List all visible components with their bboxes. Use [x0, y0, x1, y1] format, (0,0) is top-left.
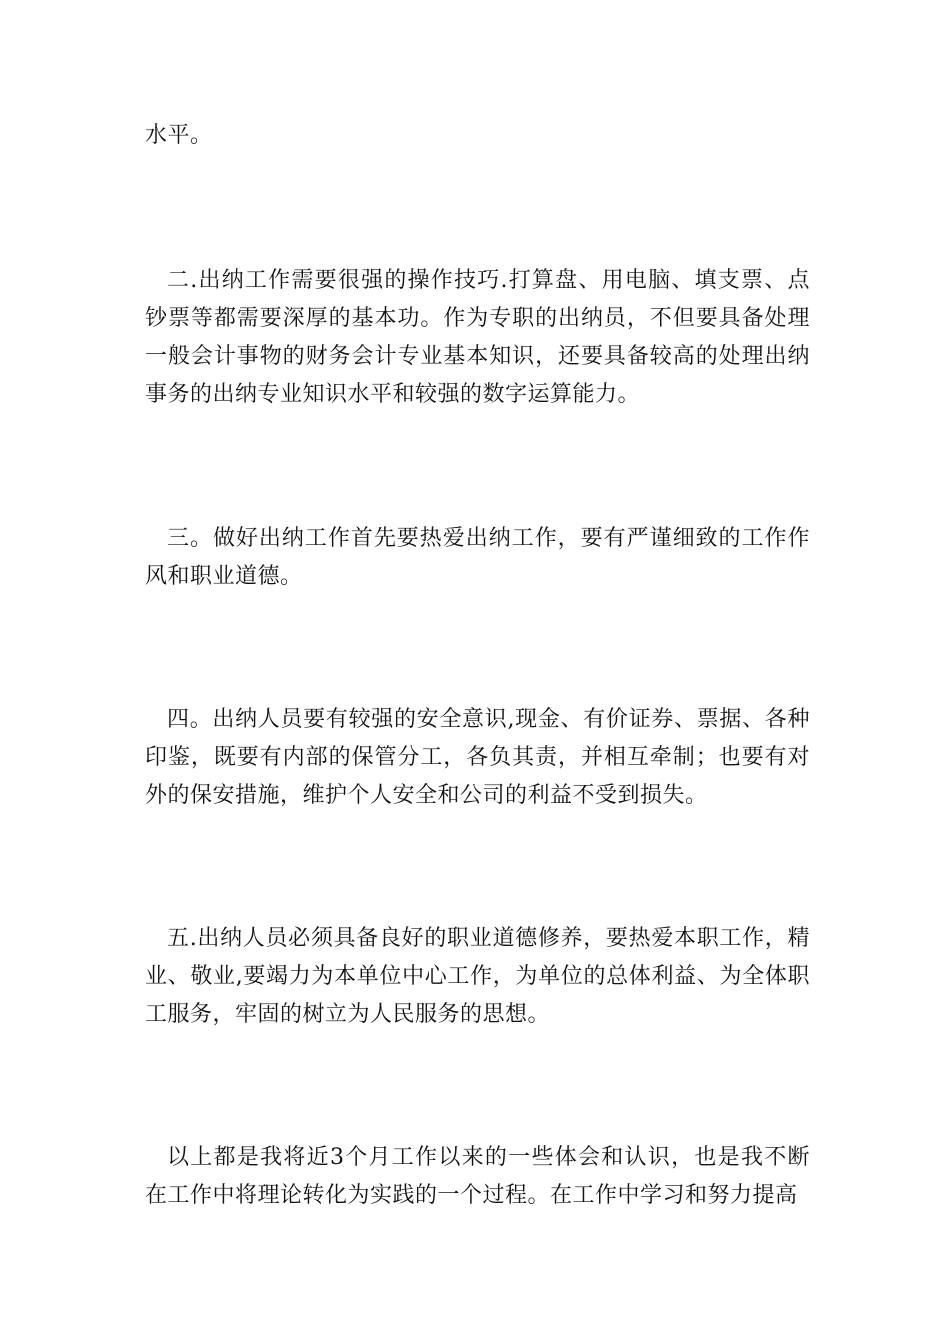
- paragraph-4-security-awareness: 四。出纳人员要有较强的安全意识,现金、有价证券、票据、各种印鉴，既要有内部的保管分工，各负其责，并相互牵制；也要有对外的保安措施，维护个人安全和公司的利益不受到损失。: [145, 707, 810, 808]
- paragraph-5-professional-ethics: 五.出纳人员必须具备良好的职业道德修养，要热爱本职工作，精业、敬业,要竭力为本单位中心工作，为单位的总体利益、为全体职工服务，牢固的树立为人民服务的思想。: [145, 926, 810, 1027]
- paragraph-2-operation-skills: 二.出纳工作需要很强的操作技巧.打算盘、用电脑、填支票、点钞票等都需要深厚的基本功。作为专职的出纳员，不但要具备处理一般会计事物的财务会计专业基本知识，还要具备较高的处理出纳事务的出纳专业知识水平和较强的数字运算能力。: [145, 268, 810, 407]
- paragraph-3-love-of-work: 三。做好出纳工作首先要热爱出纳工作，要有严谨细致的工作作风和职业道德。: [145, 526, 810, 589]
- paragraph-summary: 以上都是我将近3个月工作以来的一些体会和认识，也是我不断在工作中将理论转化为实践的一个过程。在工作中学习和努力提高: [145, 1145, 810, 1208]
- paragraph-continuation: 水平。: [145, 123, 213, 148]
